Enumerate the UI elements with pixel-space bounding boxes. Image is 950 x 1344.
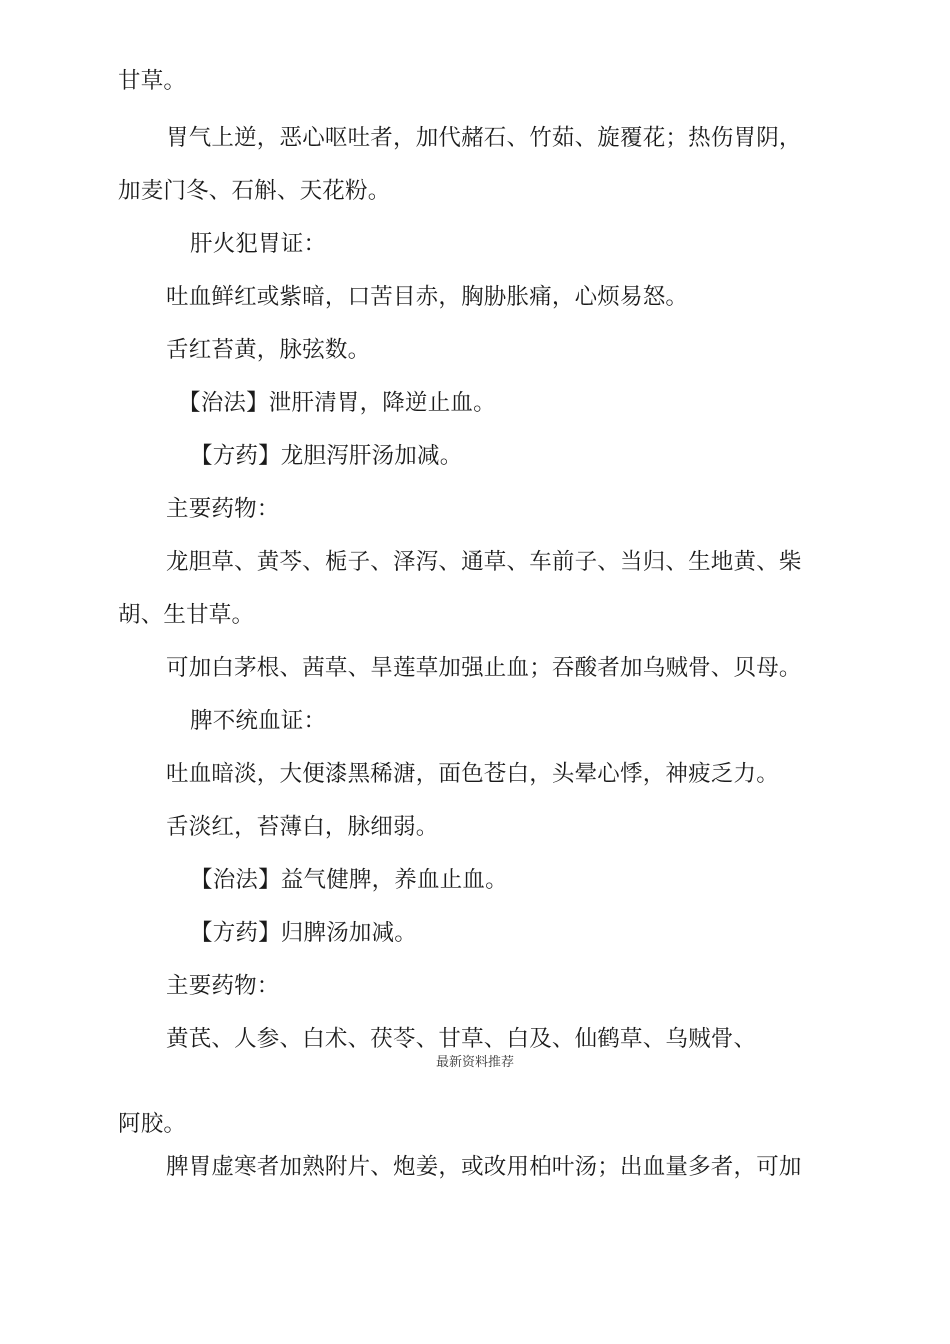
section-heading: 脾不统血证：	[190, 708, 327, 734]
page-footer: 最新资料推荐	[435, 1055, 514, 1070]
text-line: 龙胆草、黄芩、栀子、泽泻、通草、车前子、当归、生地黄、柴	[166, 549, 802, 575]
text-line: 胡、生甘草。	[118, 602, 255, 628]
text-line: 【方药】归脾汤加减。	[190, 920, 418, 946]
text-line: 舌淡红，苔薄白，脉细弱。	[166, 814, 439, 840]
text-line: 加麦门冬、石斛、天花粉。	[118, 178, 391, 204]
text-line: 【治法】益气健脾，养血止血。	[190, 867, 508, 893]
text-line: 胃气上逆，恶心呕吐者，加代赭石、竹茹、旋覆花；热伤胃阴，	[166, 125, 802, 151]
text-line: 脾胃虚寒者加熟附片、炮姜，或改用柏叶汤；出血量多者，可加	[166, 1154, 802, 1180]
text-line: 可加白茅根、茜草、旱莲草加强止血；吞酸者加乌贼骨、贝母。	[166, 655, 802, 681]
text-line: 阿胶。	[118, 1111, 187, 1137]
text-line: 主要药物：	[166, 973, 280, 999]
text-line: 甘草。	[118, 68, 187, 94]
text-line: 【治法】泄肝清胃，降逆止血。	[178, 390, 496, 416]
text-line: 黄芪、人参、白术、茯苓、甘草、白及、仙鹤草、乌贼骨、	[166, 1026, 757, 1052]
text-line: 主要药物：	[166, 496, 280, 522]
text-line: 舌红苔黄，脉弦数。	[166, 337, 371, 363]
section-heading: 肝火犯胃证：	[190, 231, 327, 257]
text-line: 吐血暗淡，大便漆黑稀溏，面色苍白，头晕心悸，神疲乏力。	[166, 761, 779, 787]
text-line: 吐血鲜红或紫暗，口苦目赤，胸胁胀痛，心烦易怒。	[166, 284, 689, 310]
text-line: 【方药】龙胆泻肝汤加减。	[190, 443, 463, 469]
